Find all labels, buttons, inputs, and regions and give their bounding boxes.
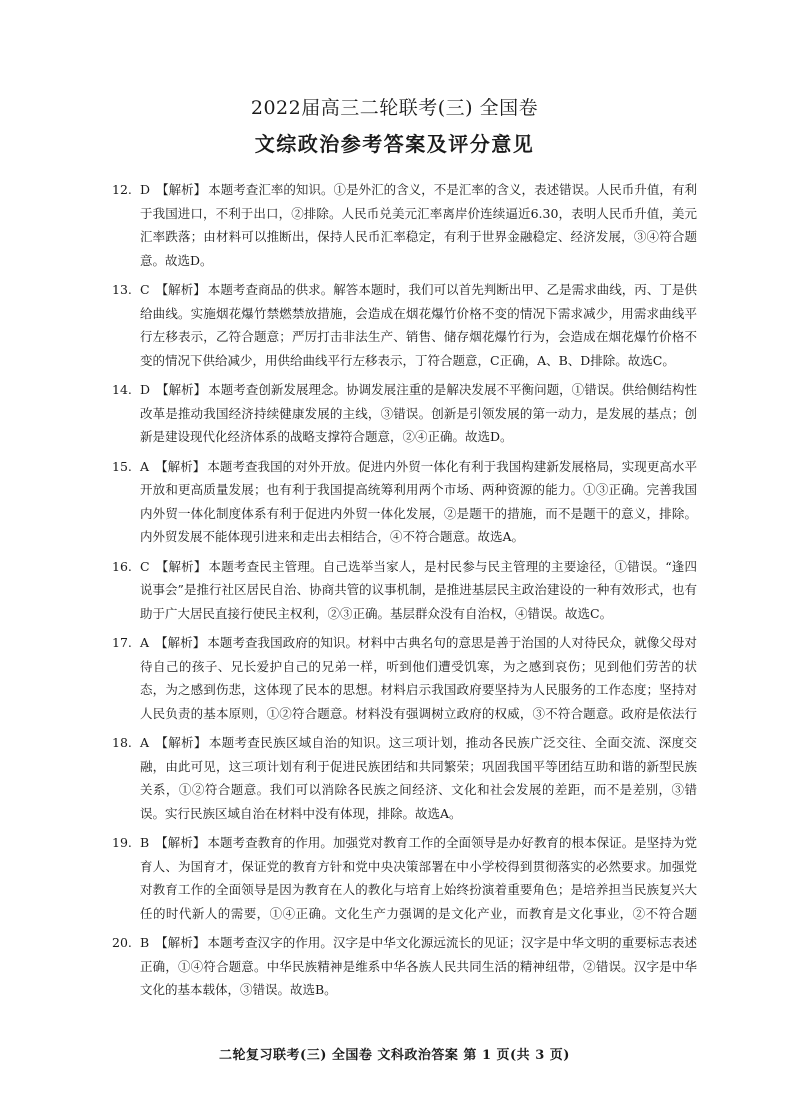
answer-choice: C xyxy=(140,558,150,574)
answer-choice: D xyxy=(140,382,151,397)
answer-choice: A xyxy=(140,458,150,474)
page-footer: 二轮复习联考(三) 全国卷 文科政治答案 第 1 页(共 3 页) xyxy=(219,1048,570,1063)
analysis-text: 本题考查汉字的作用。汉字是中华文化源远流长的见证；汉字是中华文明的重要标志表述正确，①④符合题意。中华民族精神是维系中华各族人民共同生活的精神纽带，②错误。汉字是中华文化的基本载体，③错误。故选B。 xyxy=(140,935,697,997)
analysis-tag: 【解析】 xyxy=(155,735,207,750)
answer-item-18 xyxy=(112,731,697,825)
question-number: 18. xyxy=(112,735,132,750)
answer-choice: D xyxy=(140,182,151,197)
answer-choice: A xyxy=(140,635,150,650)
analysis-tag: 【解析】 xyxy=(155,635,206,650)
page-subtitle: 文综政治参考答案及评分意见 xyxy=(254,132,535,156)
answer-item-12 xyxy=(112,178,697,272)
answer-choice: A xyxy=(140,735,150,750)
answer-item-17 xyxy=(112,631,697,725)
analysis-text: 本题考查教育的作用。加强党对教育工作的全面领导是办好教育的根本保证。是坚持为党育人、为国育才，保证党的教育方针和党中央决策部署在中小学校得到贯彻落实的必然要求。加强党对教育工作的全面领导是因为教育在人的教化与培育上始终扮演着重要角色；是培养担当民族复兴大任的时代新人的需要，①④正确。文化生产力强调的是文化产业，而教育是文化事业，②不符合题 xyxy=(140,835,697,921)
answer-choice: C xyxy=(140,282,150,297)
answer-choice: B xyxy=(140,935,150,950)
analysis-tag: 【解析】 xyxy=(155,835,206,850)
answer-item-13 xyxy=(112,278,697,372)
question-number: 13. xyxy=(112,282,132,297)
answer-item-20 xyxy=(112,931,697,1002)
analysis-tag: 【解析】 xyxy=(156,382,207,397)
page-title: 2022届高三二轮联考(三) 全国卷 xyxy=(250,97,539,119)
analysis-tag: 【解析】 xyxy=(155,458,206,474)
analysis-text: 本题考查汇率的知识。①是外汇的含义，不是汇率的含义，表述错误。人民币升值，有利于我国进口，不利于出口，②排除。人民币兑美元汇率离岸价连续逼近6.30，表明人民币升值，美元汇率跌落；由材料可以推断出，保持人民币汇率稳定，有利于世界金融稳定、经济发展，③④符合题意。故选D。 xyxy=(140,182,697,268)
analysis-tag: 【解析】 xyxy=(155,935,206,950)
analysis-text: 本题考查创新发展理念。协调发展注重的是解决发展不平衡问题，①错误。供给侧结构性改革是推动我国经济持续健康发展的主线，③错误。创新是引领发展的第一动力，是发展的基点；创新是建设现代化经济体系的战略支撑符合题意，②④正确。故选D。 xyxy=(140,382,697,444)
answer-item-15 xyxy=(112,455,697,549)
answer-item-16 xyxy=(112,555,697,626)
analysis-text: 本题考查我国政府的知识。材料中古典名句的意思是善于治国的人对待民众，就像父母对待自己的孩子、兄长爱护自己的兄弟一样，听到他们遭受饥寒，为之感到哀伤；见到他们劳苦的状态，为之感到伤悲，这体现了民本的思想。材料启示我国政府要坚持为人民服务的工作态度；坚持对人民负责的基本原则，①②符合题意。材料没有强调树立政府的权威，③不符合题意。政府是依法行 xyxy=(140,635,697,721)
analysis-tag: 【解析】 xyxy=(155,282,206,297)
question-number: 17. xyxy=(112,635,132,650)
analysis-tag: 【解析】 xyxy=(155,558,207,574)
answer-item-14 xyxy=(112,378,697,449)
analysis-text: 本题考查商品的供求。解答本题时，我们可以首先判断出甲、乙是需求曲线，丙、丁是供给曲线。实施烟花爆竹禁燃禁放措施，会造成在烟花爆竹价格不变的情况下需求减少，用需求曲线平行左移表示，乙符合题意；严厉打击非法生产、销售、储存烟花爆竹行为，会造成在烟花爆竹价格不变的情况下供给减少，用供给曲线平行左移表示，丁符合题意，C正确，A、B、D排除。故选C。 xyxy=(140,282,697,368)
question-number: 20. xyxy=(112,935,132,950)
analysis-tag: 【解析】 xyxy=(156,182,207,197)
answer-choice: B xyxy=(140,835,150,850)
analysis-text: 本题考查我国的对外开放。促进内外贸一体化有利于我国构建新发展格局，实现更高水平开放和更高质量发展；也有利于我国提高统筹利用两个市场、两种资源的能力。①③正确。完善我国内外贸一体化制度体系有利于促进内外贸一体化发展，②是题干的措施，而不是题干的意义，排除。内外贸发展不能体现引进来和走出去相结合，④不符合题意。故选A。 xyxy=(140,458,697,544)
analysis-text: 本题考查民主管理。自己选举当家人，是村民参与民主管理的主要途径，①错误。“逢四说事会”是推行社区居民自治、协商共管的议事机制，是推进基层民主政治建设的一种有效形式，也有助于广大居民直接行使民主权利，②③正确。基层群众没有自治权，④错误。故选C。 xyxy=(140,558,697,621)
analysis-text: 本题考查民族区域自治的知识。这三项计划，推动各民族广泛交往、全面交流、深度交融，由此可见，这三项计划有利于促进民族团结和共同繁荣；巩固我国平等团结互助和谐的新型民族关系，①②符合题意。我们可以消除各民族之间经济、文化和社会发展的差距，而不是差别，③错误。实行民族区域自治在材料中没有体现，排除。故选A。 xyxy=(140,735,697,821)
answer-list xyxy=(112,178,697,1008)
question-number: 14. xyxy=(112,382,132,397)
answer-item-19 xyxy=(112,831,697,925)
question-number: 19. xyxy=(112,835,132,850)
question-number: 15. xyxy=(112,458,132,474)
question-number: 16. xyxy=(112,558,132,574)
question-number: 12. xyxy=(112,182,132,197)
